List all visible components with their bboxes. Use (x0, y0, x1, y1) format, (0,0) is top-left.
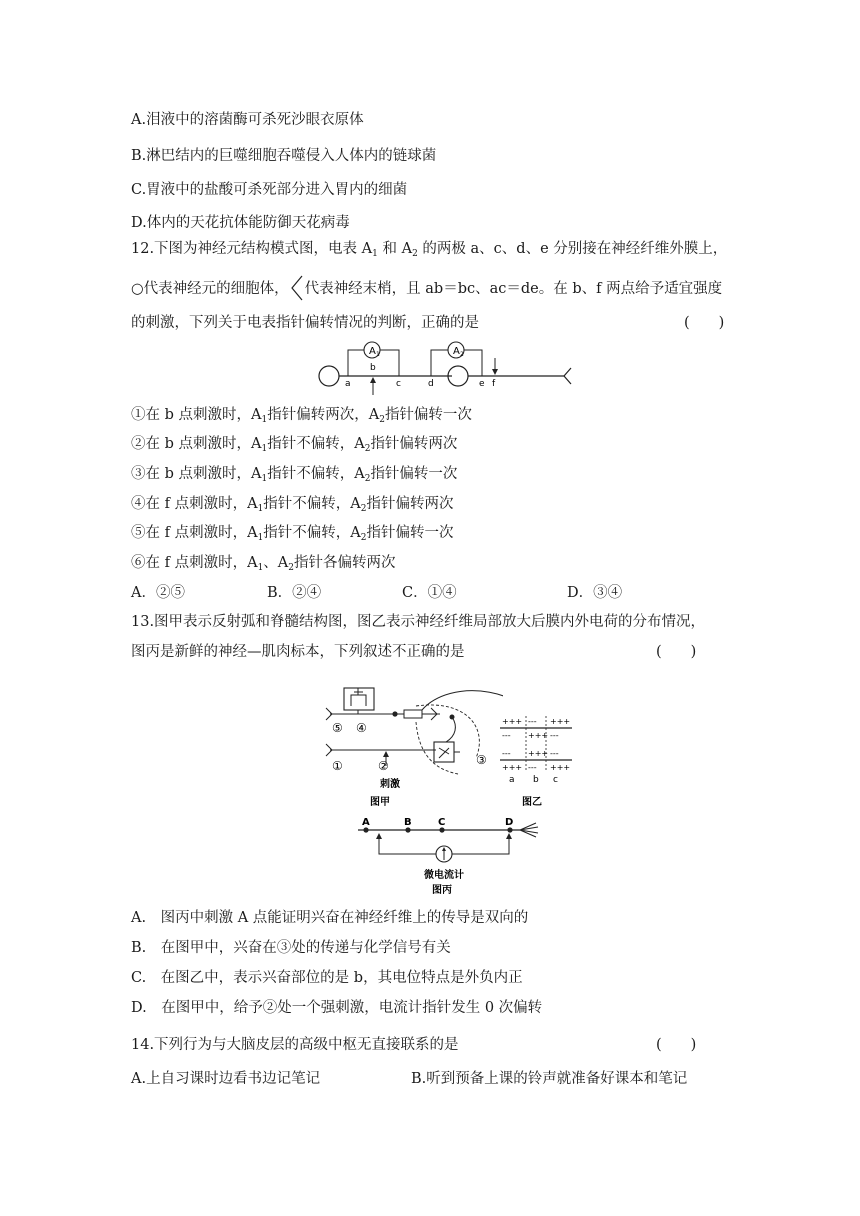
point-e-label: e (479, 379, 485, 389)
point-d-label: d (428, 379, 434, 389)
q13-figure-jia-reflex-arc (318, 684, 503, 809)
label-2: ② (378, 759, 389, 773)
svg-text:+++: +++ (528, 731, 549, 740)
yi-label-b: b (533, 775, 539, 785)
q13-stem-line1: 13.图甲表示反射弧和脊髓结构图，图乙表示神经纤维局部放大后膜内外电荷的分布情况， (131, 614, 706, 630)
q11-option-d: D.体内的天花抗体能防御天花病毒 (131, 215, 350, 231)
point-C-label: C (438, 817, 446, 828)
figure-yi-label: 图乙 (522, 797, 542, 808)
q12-stem-line2: ○代表神经元的细胞体， 代表神经末梢，且 ab＝bc、ac＝de。在 b、f 两点给予适宜强度 (131, 275, 722, 301)
q13-figure-bing-nerve-muscle (354, 814, 554, 900)
figure-bing-label: 图丙 (432, 885, 452, 896)
point-B-label: B (404, 817, 412, 828)
q12-option-a: A．②⑤ (131, 585, 185, 601)
q12-statement-6: ⑥在 f 点刺激时，$A_1$、$A_2$指针各偏转两次 (131, 555, 396, 573)
label-5: ⑤ (332, 721, 343, 735)
q13-option-c: C. 在图乙中，表示兴奋部位的是 b，其电位特点是外负内正 (131, 970, 523, 986)
meter-a2-sub: 2 (460, 351, 464, 358)
q11-option-a: A.泪液中的溶菌酶可杀死沙眼衣原体 (131, 112, 364, 128)
svg-text:---: --- (550, 731, 559, 740)
q12-option-b: B．②④ (267, 585, 322, 601)
q13-option-d: D. 在图甲中，给予②处一个强刺激，电流计指针发生 0 次偏转 (131, 1000, 543, 1016)
q11-option-c: C.胃液中的盐酸可杀死部分进入胃内的细菌 (131, 182, 408, 198)
q11-option-b: B.淋巴结内的巨噬细胞吞噬侵入人体内的链球菌 (131, 148, 437, 164)
point-c-label: c (396, 379, 401, 389)
meter-a1-sub: 1 (376, 351, 380, 358)
q14-option-a: A.上自习课时边看书边记笔记 (131, 1071, 321, 1087)
point-f-label: f (492, 379, 496, 389)
q12-answer-paren: ( ) (684, 315, 725, 331)
nerve-ending-symbol (289, 275, 305, 301)
q13-option-b: B. 在图甲中，兴奋在③处的传递与化学信号有关 (131, 940, 451, 956)
q12-stem-line3: 的刺激，下列关于电表指针偏转情况的判断，正确的是 (131, 315, 479, 331)
svg-text:---: --- (502, 731, 511, 740)
figure-jia-label: 图甲 (370, 797, 390, 808)
q14-option-b: B.听到预备上课的铃声就准备好课本和笔记 (411, 1071, 688, 1087)
label-1: ① (332, 759, 343, 773)
svg-text:+++: +++ (550, 717, 571, 726)
q12-statement-1: ①在 b 点刺激时，$A_1$指针偏转两次，$A_2$指针偏转一次 (131, 407, 472, 425)
q12-statement-2: ②在 b 点刺激时，$A_1$指针不偏转，$A_2$指针偏转两次 (131, 436, 458, 454)
microammeter-label: 微电流计 (424, 870, 464, 881)
q12-statement-5: ⑤在 f 点刺激时，$A_1$指针不偏转，$A_2$指针偏转一次 (131, 525, 454, 543)
label-4: ④ (356, 721, 367, 735)
svg-text:+++: +++ (550, 763, 571, 772)
q13-answer-paren: ( ) (656, 644, 697, 660)
point-D-label: D (505, 817, 514, 828)
svg-text:+++: +++ (502, 717, 523, 726)
label-3: ③ (476, 753, 487, 767)
q12-stem-line1: 12.下图为神经元结构模式图，电表 $A_1$ 和 $A_2$ 的两极 a、c、d、e 分别接在神经纤维外膜上， (131, 241, 728, 259)
meter-a2-label: A (453, 346, 460, 357)
svg-text:---: --- (550, 749, 559, 758)
svg-text:---: --- (502, 749, 511, 758)
yi-label-a: a (509, 775, 515, 785)
point-a-label: a (345, 379, 351, 389)
q12-statement-4: ④在 f 点刺激时，$A_1$指针不偏转，$A_2$指针偏转两次 (131, 496, 454, 514)
svg-text:+++: +++ (502, 763, 523, 772)
point-A-label: A (362, 817, 370, 828)
q13-stem-line2: 图丙是新鲜的神经—肌肉标本，下列叙述不正确的是 (131, 644, 465, 660)
q12-option-d: D．③④ (567, 585, 623, 601)
q12-neuron-diagram (310, 338, 580, 398)
q13-option-a: A. 图丙中刺激 A 点能证明兴奋在神经纤维上的传导是双向的 (131, 910, 529, 926)
q12-option-c: C．①④ (402, 585, 457, 601)
yi-label-c: c (553, 775, 558, 785)
meter-a1-label: A (369, 346, 376, 357)
svg-text:+++: +++ (528, 749, 549, 758)
svg-text:---: --- (528, 763, 537, 772)
svg-text:---: --- (528, 717, 537, 726)
q12-statement-3: ③在 b 点刺激时，$A_1$指针不偏转，$A_2$指针偏转一次 (131, 466, 458, 484)
q13-figure-yi-membrane (496, 712, 576, 808)
q14-answer-paren: ( ) (656, 1037, 697, 1053)
stimulus-label: 刺激 (380, 779, 400, 790)
point-b-label: b (370, 363, 376, 373)
q14-stem: 14.下列行为与大脑皮层的高级中枢无直接联系的是 (131, 1037, 459, 1053)
